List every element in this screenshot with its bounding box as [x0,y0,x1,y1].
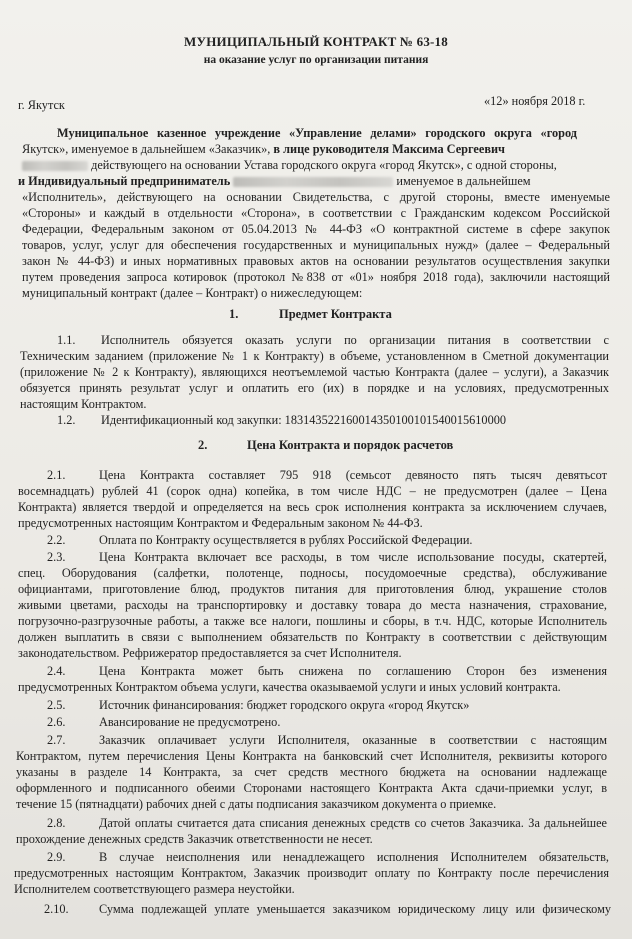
clause-2-6-text: Авансирование не предусмотрено. [99,715,281,729]
redacted-entrepreneur [233,177,393,187]
clause-2-7-line-1: Заказчик оплачивает услуги Исполнителя, оказанные в соответствии с настоящим [99,733,607,747]
section-2-title: Цена Контракта и порядок расчетов [247,438,454,452]
clause-2-1-line-4: предусмотренных настоящим Контрактом и Федеральным законом № 44-ФЗ. [18,516,423,530]
contract-title: МУНИЦИПАЛЬНЫЙ КОНТРАКТ № 63-18 [184,34,448,49]
preamble-line-2b: в лице руководителя Максима Сергеевич [273,142,505,156]
clause-2-7-line-5: течение 15 (пятнадцати) рабочих дней с даты подписания заказчиком документа о приемке. [16,797,497,811]
preamble-line-8: товаров, услуг, услуг для обеспечения государственных и муниципальных нужд» (далее – Федеральный [22,238,610,252]
section-2-number: 2. [198,438,208,452]
clause-1-1-line-1: Исполнитель обязуется оказать услуги по организации питания в соответствии с [101,333,609,347]
clause-2-10-number: 2.10. [44,902,69,916]
clause-2-1-line-2: восемнадцать) рублей 41 (сорок одна) копейка, в том числе НДС – не предусмотрен (далее – Цена [18,484,607,498]
clause-1-1-line-2: Техническим заданием (приложение № 1 к Контракту) в объеме, установленном в Сметной документации [20,349,609,363]
clause-2-9-line-3: Исполнителем соответствующего размера неустойки. [14,882,295,896]
clause-2-1-line-3: Контракта) является твердой и определяется на весь срок исполнения контракта за исключением случаев, [18,500,607,514]
clause-2-7-line-4: оформленного и подписанного обеими Сторонами настоящего Контракта Акта сдачи-приемки услуг, в [16,781,607,795]
preamble-line-4b: именуемое в дальнейшем [396,174,531,188]
clause-2-7-line-2: Контрактом, путем перечисления Цены Контракта на банковский счет Исполнителя, реквизиты которого [16,749,607,763]
clause-1-2-text: Идентификационный код закупки: 183143522160014350100101540015610000 [101,413,507,427]
clause-2-4-number: 2.4. [47,664,66,678]
clause-2-9-number: 2.9. [47,850,66,864]
preamble-line-5: «Исполнитель», действующего на основании Свидетельства, с другой стороны, вместе именуемые [22,190,610,204]
clause-2-3-number: 2.3. [47,550,66,564]
clause-2-2-text: Оплата по Контракту осуществляется в рублях Российской Федерации. [99,533,473,547]
clause-2-2-number: 2.2. [47,533,66,547]
clause-2-6-number: 2.6. [47,715,66,729]
preamble-line-9: закон № 44-ФЗ) и иных нормативных правовых актов на основании результатов осуществления закупки [22,254,610,268]
preamble-line-3-text: действующего на основании Устава городского округа «город Якутск», с одной стороны, [91,158,557,172]
preamble-line-2 [22,141,505,157]
preamble-line-1: Муниципальное казенное учреждение «Управление делами» городского округа «город [57,126,577,140]
city: г. Якутск [18,98,65,112]
clause-1-1-line-3: (приложение № 2 к Контракту), являющихся неотъемлемой частью Контракта (далее – услуги), а Заказчик [20,365,609,379]
clause-2-5-text: Источник финансирования: бюджет городского округа «город Якутск» [99,698,470,712]
clause-1-1-number: 1.1. [57,333,76,347]
section-1-number: 1. [229,307,239,321]
clause-2-7-number: 2.7. [47,733,66,747]
preamble-line-4 [18,173,531,189]
clause-2-3-line-6: должен выплатить в связи с выполнением обязательств по Контракту в соответствии с действующим [18,630,607,644]
clause-2-3-line-4: живыми цветами, расходы на транспортировку и доставку товара до места назначения, страхование, [18,598,607,612]
clause-1-1-line-5: настоящим Контрактом. [20,397,147,411]
clause-1-1-line-4: обязуется принять результат услуг и оплатить его (их) в порядке и на условиях, предусмотренных [20,381,609,395]
clause-2-8-line-1: Датой оплаты считается дата списания денежных средств со счетов Заказчика. За дальнейшее [99,816,607,830]
contract-subtitle: на оказание услуг по организации питания [203,54,429,66]
clause-2-4-line-2: предусмотренных Контрактом объема услуги, качества оказываемой услуги и иных условий контракта. [18,680,561,694]
clause-2-3-line-7: законодательством. Рефрижератор предоставляется за счет Исполнителя. [18,646,402,660]
preamble-line-3 [22,157,557,173]
clause-2-7-line-3: указаны в разделе 14 Контракта, за счет средств местного бюджета на основании надлежаще [16,765,607,779]
clause-2-10-line-1: Сумма подлежащей уплате уменьшается заказчиком юридическому лицу или физическому [99,902,611,916]
preamble-line-4a: и Индивидуальный предприниматель [18,174,231,188]
preamble-line-7: Федерации, Федеральным законом от 05.04.2013 № 44-ФЗ «О контрактной системе в сфере закупок [22,222,610,236]
clause-2-3-line-3: официантами, приготовление блюд, продуктов питания для приготовления блюд, украшение столов [18,582,607,596]
clause-2-8-number: 2.8. [47,816,66,830]
clause-2-5-number: 2.5. [47,698,66,712]
contract-date: «12» ноября 2018 г. [484,94,586,108]
clause-2-3-line-5: погрузочно-разгрузочные работы, а также все налоги, пошлины и сборы, в т.ч. НДС, которые Исполнитель [18,614,607,628]
clause-2-8-line-2: прохождение денежных средств Заказчик ответственности не несет. [16,832,373,846]
clause-2-3-line-2: спец. Оборудования (салфетки, полотенце, подносы, посудомоечные средства), обслуживание [18,566,607,580]
clause-2-4-line-1: Цена Контракта может быть снижена по соглашению Сторон без изменения [99,664,607,678]
preamble-line-11: муниципальный контракт (далее – Контракт) о нижеследующем: [22,286,363,300]
clause-2-9-line-1: В случае неисполнения или ненадлежащего исполнения Исполнителем обязательств, [99,850,609,864]
preamble-line-2a: Якутск», именуемое в дальнейшем «Заказчик», [22,142,271,156]
clause-2-1-line-1: Цена Контракта составляет 795 918 (семьсот девяносто пять тысяч девятьсот [99,468,607,482]
preamble-line-10: путем проведения запроса котировок (протокол №838 от «01» ноября 2018 года), заключили настоящий [22,270,610,284]
clause-2-3-line-1: Цена Контракта включает все расходы, в том числе использование посуды, скатертей, [99,550,607,564]
clause-2-1-number: 2.1. [47,468,66,482]
clause-1-2-number: 1.2. [57,413,76,427]
clause-2-9-line-2: предусмотренных настоящим Контрактом, Заказчик производит оплату по Контракту после перечисления [14,866,609,880]
section-1-title: Предмет Контракта [279,307,392,321]
redacted-name [22,161,88,171]
preamble-line-6: «Стороны» и каждый в отдельности «Сторона», в соответствии с Гражданским кодексом Российской [22,206,610,220]
